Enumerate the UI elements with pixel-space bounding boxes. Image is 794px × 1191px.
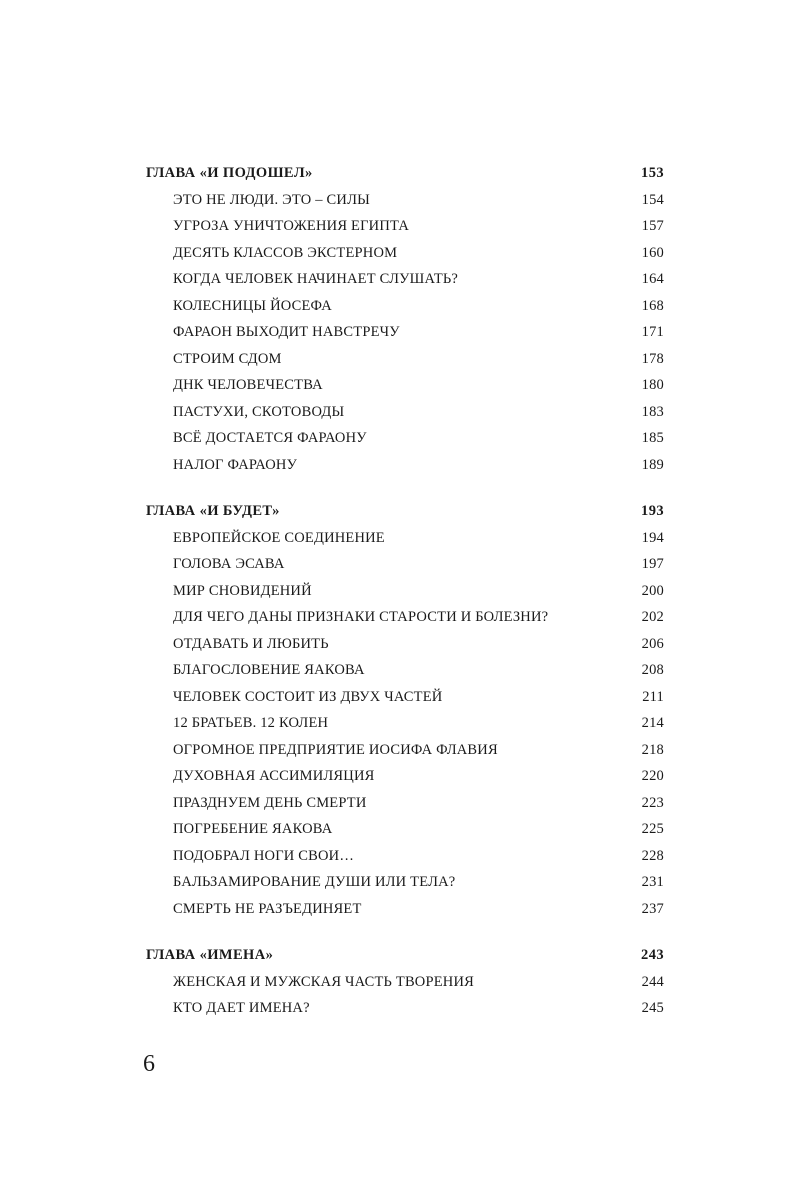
entry-page-number: 194	[641, 529, 664, 546]
toc-entry	[146, 187, 664, 214]
entry-page-number: 200	[641, 582, 664, 599]
toc-entry	[146, 525, 664, 552]
entry-title: ЖЕНСКАЯ И МУЖСКАЯ ЧАСТЬ ТВОРЕНИЯ	[173, 973, 475, 990]
entry-page-number: 228	[641, 847, 664, 864]
entry-page-number: 189	[641, 456, 664, 473]
entry-title: ДНК ЧЕЛОВЕЧЕСТВА	[173, 377, 323, 393]
entry-title: ОГРОМНОЕ ПРЕДПРИЯТИЕ ИОСИФА ФЛАВИЯ	[173, 741, 498, 758]
entry-title: ПАСТУХИ, СКОТОВОДЫ	[173, 403, 345, 420]
entry-title: 12 БРАТЬЕВ. 12 КОЛЕН	[173, 715, 329, 731]
toc-entry	[146, 425, 664, 452]
entry-title: ДУХОВНАЯ АССИМИЛЯЦИЯ	[173, 768, 375, 784]
chapter-row	[146, 942, 664, 969]
toc-section	[146, 942, 664, 1022]
entry-title: ФАРАОН ВЫХОДИТ НАВСТРЕЧУ	[173, 324, 400, 340]
entry-page-number: 185	[641, 430, 664, 446]
toc-entry	[146, 372, 664, 399]
entry-title: ДЕСЯТЬ КЛАССОВ ЭКСТЕРНОМ	[173, 244, 398, 261]
toc-entry	[146, 399, 664, 426]
entry-page-number: 160	[641, 244, 664, 261]
chapter-page-number: 193	[641, 503, 664, 519]
entry-page-number: 208	[641, 662, 664, 678]
entry-title: КТО ДАЕТ ИМЕНА?	[173, 1000, 310, 1016]
chapter-title: ГЛАВА «И БУДЕТ»	[146, 503, 280, 519]
toc-entry	[146, 710, 664, 737]
chapter-row	[146, 498, 664, 525]
entry-title: НАЛОГ ФАРАОНУ	[173, 456, 298, 473]
toc-entry	[146, 346, 664, 373]
entry-title: ЭТО НЕ ЛЮДИ. ЭТО – СИЛЫ	[173, 191, 370, 208]
entry-page-number: 183	[641, 403, 664, 420]
toc-section	[146, 498, 664, 922]
entry-page-number: 244	[641, 973, 664, 990]
entry-title: БАЛЬЗАМИРОВАНИЕ ДУШИ ИЛИ ТЕЛА?	[173, 874, 456, 890]
chapter-title: ГЛАВА «И ПОДОШЕЛ»	[146, 165, 313, 181]
entry-title: УГРОЗА УНИЧТОЖЕНИЯ ЕГИПТА	[173, 218, 410, 234]
entry-title: БЛАГОСЛОВЕНИЕ ЯАКОВА	[173, 662, 365, 678]
entry-title: ЕВРОПЕЙСКОЕ СОЕДИНЕНИЕ	[173, 529, 385, 546]
entry-title: ПРАЗДНУЕМ ДЕНЬ СМЕРТИ	[173, 794, 367, 811]
toc-entry	[146, 763, 664, 790]
chapter-title: ГЛАВА «ИМЕНА»	[146, 947, 274, 963]
entry-page-number: 178	[641, 350, 664, 367]
entry-title: ПОГРЕБЕНИЕ ЯАКОВА	[173, 821, 333, 837]
entry-page-number: 218	[641, 741, 664, 758]
toc-entry	[146, 790, 664, 817]
entry-page-number: 154	[641, 191, 664, 208]
entry-page-number: 231	[641, 874, 664, 890]
toc-entry	[146, 737, 664, 764]
entry-page-number: 180	[641, 377, 664, 393]
entry-title: МИР СНОВИДЕНИЙ	[173, 582, 312, 599]
entry-page-number: 206	[641, 635, 664, 652]
toc-entry	[146, 551, 664, 578]
entry-page-number: 164	[641, 271, 664, 287]
page-number: 6	[143, 1051, 155, 1077]
entry-title: СТРОИМ СДОМ	[173, 350, 282, 367]
toc-entry	[146, 293, 664, 320]
chapter-page-number: 153	[641, 165, 664, 181]
entry-title: СМЕРТЬ НЕ РАЗЪЕДИНЯЕТ	[173, 900, 362, 917]
toc-entry	[146, 213, 664, 240]
entry-page-number: 168	[641, 297, 664, 314]
entry-page-number: 214	[641, 715, 664, 731]
toc-section	[146, 160, 664, 478]
toc-entry	[146, 266, 664, 293]
entry-title: ГОЛОВА ЭСАВА	[173, 556, 285, 572]
entry-title: КОГДА ЧЕЛОВЕК НАЧИНАЕТ СЛУШАТЬ?	[173, 271, 459, 287]
toc-entry	[146, 816, 664, 843]
entry-title: ВСЁ ДОСТАЕТСЯ ФАРАОНУ	[173, 430, 367, 446]
entry-title: ОТДАВАТЬ И ЛЮБИТЬ	[173, 635, 329, 652]
toc-entry	[146, 240, 664, 267]
toc-entry	[146, 319, 664, 346]
table-of-contents	[146, 160, 664, 1022]
toc-entry	[146, 995, 664, 1022]
entry-page-number: 223	[641, 794, 664, 811]
chapter-row	[146, 160, 664, 187]
toc-entry	[146, 969, 664, 996]
entry-page-number: 245	[641, 1000, 664, 1016]
entry-title: КОЛЕСНИЦЫ ЙОСЕФА	[173, 297, 332, 314]
entry-page-number: 211	[642, 688, 664, 705]
entry-page-number: 237	[641, 900, 664, 917]
toc-entry	[146, 869, 664, 896]
chapter-page-number: 243	[641, 947, 664, 963]
toc-entry	[146, 452, 664, 479]
entry-page-number: 225	[641, 821, 664, 837]
entry-page-number: 157	[641, 218, 664, 234]
entry-page-number: 202	[641, 609, 664, 625]
toc-entry	[146, 896, 664, 923]
entry-title: ЧЕЛОВЕК СОСТОИТ ИЗ ДВУХ ЧАСТЕЙ	[173, 688, 443, 705]
toc-entry	[146, 578, 664, 605]
toc-entry	[146, 604, 664, 631]
entry-page-number: 197	[641, 556, 664, 572]
toc-entry	[146, 657, 664, 684]
entry-page-number: 220	[641, 768, 664, 784]
entry-title: ПОДОБРАЛ НОГИ СВОИ…	[173, 847, 355, 864]
toc-entry	[146, 631, 664, 658]
toc-entry	[146, 684, 664, 711]
entry-page-number: 171	[641, 324, 664, 340]
toc-entry	[146, 843, 664, 870]
entry-title: ДЛЯ ЧЕГО ДАНЫ ПРИЗНАКИ СТАРОСТИ И БОЛЕЗНИ?	[173, 609, 549, 625]
